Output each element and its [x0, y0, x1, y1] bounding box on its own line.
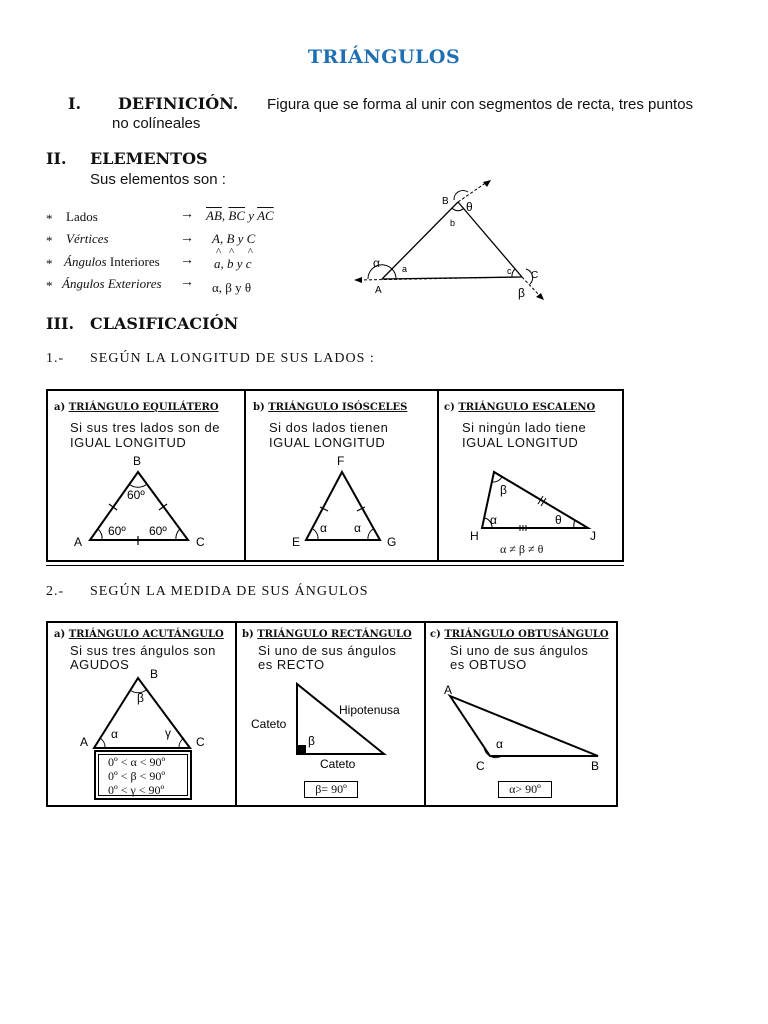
condition-beta: 0º < β < 90º	[108, 769, 166, 783]
vertex-a-label: A	[74, 535, 83, 549]
list-bullet: *	[46, 233, 53, 248]
vertex-c-label: C	[476, 759, 485, 773]
alpha-label: α	[373, 256, 380, 270]
vertex-a-label: A	[444, 683, 453, 697]
cell-desc: Si dos lados tienen	[269, 420, 389, 435]
angle-label: α	[320, 521, 327, 535]
list-value-lados: $\overline{AB}$, $\overline{BC}$ y $\overline{AC}$	[206, 208, 274, 223]
divider	[437, 389, 439, 562]
definition-text: Figura que se forma al unir con segmentos de recta, tres puntos	[267, 96, 694, 113]
section-heading-elementos: ELEMENTOS	[90, 149, 208, 168]
list-label-vertices: Vértices	[66, 231, 109, 246]
angle-label: θ	[555, 513, 562, 527]
vertex-j-label: J	[590, 529, 596, 543]
vertex-b-label: B	[442, 196, 449, 207]
angle-label: β	[500, 483, 507, 497]
divider	[235, 621, 237, 807]
angle-c-label: c	[507, 266, 512, 276]
list-value-vertices: A, B y C	[212, 231, 256, 246]
cell-title-escaleno: c) TRIÁNGULO ESCALENO	[444, 402, 596, 413]
vertex-c-label: C	[531, 270, 539, 281]
subsection-number-2: 2.-	[46, 584, 65, 599]
cell-desc: IGUAL LONGITUD	[462, 435, 579, 450]
cathetus-label: Cateto	[251, 717, 287, 731]
cell-title-acutangulo: a) TRIÁNGULO ACUTÁNGULO	[54, 629, 224, 640]
vertex-g-label: G	[387, 535, 397, 549]
segment-ac: $\overline{AC}$	[257, 208, 274, 223]
vertex-c-label: C	[196, 735, 205, 749]
angle-label: 60º	[108, 524, 126, 538]
list-label-interiores: Ángulos Interiores	[64, 254, 160, 269]
angle-label: α	[496, 737, 503, 751]
angle-label: β	[308, 734, 315, 748]
cell-title-isosceles: b) TRIÁNGULO ISÓSCELES	[253, 402, 408, 413]
divider	[46, 565, 624, 566]
cell-desc: Si uno de sus ángulos	[258, 643, 397, 658]
list-label-exteriores: Ángulos Exteriores	[62, 276, 162, 291]
cell-title-rectangulo: b) TRIÁNGULO RECTÁNGULO	[242, 629, 412, 640]
right-angle-note: β= 90º	[304, 781, 358, 798]
angle-label: β	[137, 691, 144, 705]
equilateral-triangle-diagram	[66, 452, 236, 552]
vertex-a-label: A	[80, 735, 89, 749]
scalene-note: α ≠ β ≠ θ	[500, 542, 544, 556]
vertex-b-label: B	[150, 667, 159, 681]
cell-desc: Si sus tres ángulos son	[70, 643, 216, 658]
cell-title-equilatero: a) TRIÁNGULO EQUILÁTERO	[54, 402, 219, 413]
right-triangle-diagram	[244, 676, 422, 776]
list-value-interiores: ^ a, ^ b y ^ c	[214, 246, 253, 271]
vertex-b-label: B	[133, 454, 142, 468]
cell-desc: AGUDOS	[70, 657, 130, 672]
cell-desc: IGUAL LONGITUD	[269, 435, 386, 450]
cell-desc: es OBTUSO	[450, 657, 527, 672]
angle-label: γ	[165, 726, 171, 740]
elementos-intro: Sus elementos son :	[90, 171, 226, 188]
segment-ab: $\overline{AB}$	[206, 208, 222, 223]
vertex-a-label: A	[375, 285, 382, 296]
beta-label: β	[518, 286, 525, 300]
angle-a-label: a	[402, 264, 408, 274]
cell-desc: Si uno de sus ángulos	[450, 643, 589, 658]
section-number-1: I.	[68, 94, 82, 113]
section-heading-clasificacion: CLASIFICACIÓN	[90, 314, 239, 333]
list-label-lados: Lados	[66, 209, 98, 224]
scalene-triangle-diagram	[462, 462, 612, 552]
angle-label: 60º	[127, 488, 145, 502]
list-value-exteriores: α, β y θ	[212, 280, 252, 295]
angle-label: α	[111, 727, 118, 741]
angle-b-label: b	[450, 218, 456, 228]
list-bullet: *	[46, 278, 53, 293]
angle-label: 60º	[149, 524, 167, 538]
isosceles-triangle-diagram	[288, 452, 418, 552]
cell-desc: Si ningún lado tiene	[462, 420, 587, 435]
vertex-e-label: E	[292, 535, 301, 549]
divider	[424, 621, 426, 807]
condition-alpha: 0º < α < 90º	[108, 755, 166, 769]
vertex-b-label: B	[591, 759, 600, 773]
section-number-3: III.	[46, 314, 75, 333]
cathetus-label: Cateto	[320, 757, 356, 771]
angle-label: α	[490, 513, 497, 527]
condition-gamma: 0º < γ < 90º	[108, 783, 165, 797]
vertex-c-label: C	[196, 535, 205, 549]
section-number-2: II.	[46, 149, 67, 168]
theta-label: θ	[466, 200, 473, 214]
arrow-icon: →	[180, 231, 194, 246]
cell-desc: IGUAL LONGITUD	[70, 435, 187, 450]
cell-title-obtusangulo: c) TRIÁNGULO OBTUSÁNGULO	[430, 629, 609, 640]
acute-triangle-diagram	[78, 664, 228, 754]
arrow-icon: →	[180, 275, 194, 290]
acute-conditions-box	[94, 750, 192, 800]
vertex-f-label: F	[337, 454, 345, 468]
subsection-heading-lados: SEGÚN LA LONGITUD DE SUS LADOS :	[90, 351, 375, 366]
segment-bc: $\overline{BC}$	[228, 208, 246, 223]
obtuse-angle-note: α> 90º	[498, 781, 552, 798]
angle-label: α	[354, 521, 361, 535]
vertex-h-label: H	[470, 529, 479, 543]
cell-desc: es RECTO	[258, 657, 325, 672]
list-bullet: *	[46, 256, 53, 271]
subsection-number-1: 1.-	[46, 351, 65, 366]
page-title: TRIÁNGULOS	[307, 46, 461, 68]
arrow-icon: →	[180, 207, 194, 222]
cell-desc: Si sus tres lados son de	[70, 420, 221, 435]
arrow-icon: →	[180, 253, 194, 268]
divider	[244, 389, 246, 562]
hypotenuse-label: Hipotenusa	[339, 703, 400, 717]
list-bullet: *	[46, 211, 53, 226]
obtuse-triangle-diagram	[436, 680, 616, 780]
elements-triangle-diagram	[340, 180, 560, 300]
section-heading-definicion: DEFINICIÓN.	[118, 94, 239, 113]
definition-text-cont: no colíneales	[112, 115, 201, 132]
subsection-heading-angulos: SEGÚN LA MEDIDA DE SUS ÁNGULOS	[90, 584, 369, 599]
